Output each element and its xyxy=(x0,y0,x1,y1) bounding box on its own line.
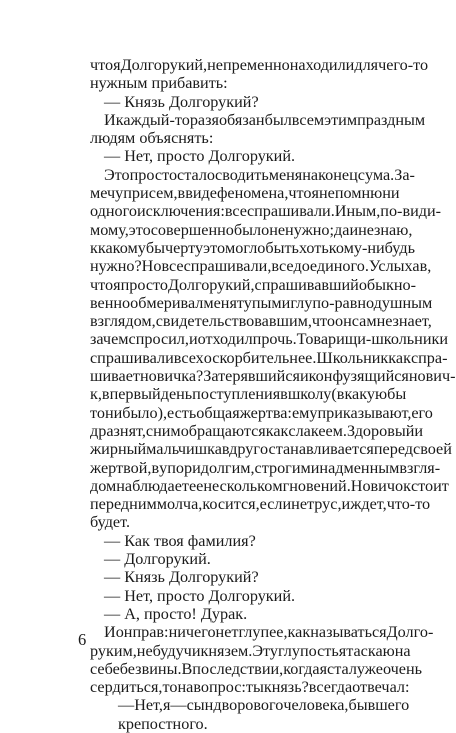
text-word: мгновений. xyxy=(272,476,351,495)
text-word: князь? xyxy=(263,678,309,697)
text-word: ты xyxy=(245,678,264,697)
text-line xyxy=(90,220,413,239)
text-line: — Князь Долгорукий? xyxy=(104,92,259,111)
text-word: и xyxy=(281,293,291,312)
text-word: наблюдает xyxy=(116,476,189,495)
text-word: был xyxy=(264,110,292,129)
text-word: одного xyxy=(90,202,137,221)
text-word: то xyxy=(90,403,105,422)
text-line: — Долгорукий. xyxy=(104,550,211,569)
text-word: новичка? xyxy=(140,367,204,386)
text-word: ему xyxy=(291,403,318,422)
text-word: нужно; xyxy=(285,220,335,239)
text-word: как xyxy=(265,421,289,440)
text-word: перед xyxy=(373,440,414,459)
text-word: стал xyxy=(327,659,357,678)
text-word: всех xyxy=(173,348,204,367)
text-line xyxy=(90,421,424,440)
text-word: стоит xyxy=(410,476,449,495)
text-word: сам xyxy=(351,312,377,331)
text-word: нович- xyxy=(408,367,456,386)
text-word: чего-то xyxy=(378,56,429,74)
text-word: дразнят, xyxy=(90,421,146,440)
text-word: ждет, xyxy=(350,495,387,514)
text-word: ним xyxy=(153,421,181,440)
text-line xyxy=(90,110,426,129)
text-word: трус, xyxy=(307,495,342,514)
text-word: я xyxy=(113,275,121,294)
text-line xyxy=(90,659,423,678)
text-word: что xyxy=(90,56,114,74)
text-word: прочь. xyxy=(252,330,297,349)
text-word: сердиться, xyxy=(90,678,163,697)
text-word: ни xyxy=(382,184,400,203)
text-word: я xyxy=(211,110,219,129)
text-word: по-види- xyxy=(380,202,442,221)
text-word: таскаю xyxy=(346,641,395,660)
text-word: Школьник xyxy=(316,348,389,367)
text-word: вины. xyxy=(141,659,182,678)
text-line: нужным прибавить: xyxy=(90,74,228,93)
text-word: обращаются xyxy=(180,421,266,440)
text-word: За- xyxy=(394,165,415,184)
text-line: будет. xyxy=(90,513,131,532)
text-word: исключения: xyxy=(136,202,225,221)
text-word: — xyxy=(118,696,135,715)
text-line xyxy=(90,184,398,202)
text-word: мечу xyxy=(90,184,124,203)
text-word: меня xyxy=(268,165,303,184)
text-line: — А, просто! Дурак. xyxy=(104,604,248,623)
text-word: взглядом, xyxy=(90,312,156,331)
text-line xyxy=(90,330,449,349)
text-word: перед xyxy=(90,495,130,514)
text-line xyxy=(90,348,448,367)
text-line xyxy=(90,696,410,715)
text-word: сводить xyxy=(215,165,269,184)
text-word: я xyxy=(162,696,171,715)
text-line xyxy=(90,623,434,642)
text-word: несколько xyxy=(203,476,273,495)
text-word: на xyxy=(394,641,411,660)
text-word: и xyxy=(192,458,201,477)
text-word: И xyxy=(104,623,116,642)
text-word: жертвой, xyxy=(90,458,152,477)
text-word: долгим, xyxy=(200,458,255,477)
text-word: шивает xyxy=(90,367,141,386)
text-word: его xyxy=(411,403,433,422)
text-word: помню xyxy=(334,184,383,203)
text-word: не xyxy=(136,641,153,660)
text-word: быть xyxy=(265,238,299,257)
text-word: день xyxy=(160,385,193,404)
text-line xyxy=(90,641,411,660)
text-word: Затерявшийся xyxy=(203,367,300,386)
text-word: приказывают, xyxy=(317,403,412,422)
text-word: обязан xyxy=(218,110,265,129)
text-word: находили xyxy=(289,56,355,74)
text-word: феномена, xyxy=(216,184,289,203)
text-word: Но xyxy=(141,257,162,276)
text-word: просто xyxy=(120,275,168,294)
text-word: князем. xyxy=(200,641,253,660)
text-word: мальчишка xyxy=(146,440,222,459)
text-word: я xyxy=(311,184,319,203)
text-word: он xyxy=(335,312,352,331)
text-word: Долго- xyxy=(386,623,434,642)
text-word: лакеем. xyxy=(295,421,347,440)
text-word: спрашивали. xyxy=(246,202,335,221)
text-word: и xyxy=(310,458,320,477)
text-word: упор xyxy=(159,458,193,477)
text-word: какому xyxy=(97,238,146,257)
text-word: единого. xyxy=(309,257,369,276)
text-word: это xyxy=(203,238,226,257)
text-word: что xyxy=(311,312,336,331)
text-word: все xyxy=(161,257,184,276)
text-word: останавливается xyxy=(260,440,374,459)
text-line xyxy=(90,495,431,514)
text-line: — Князь Долгорукий? xyxy=(104,568,259,587)
text-word: — xyxy=(170,696,187,715)
text-word: мому, xyxy=(90,220,129,239)
text-line xyxy=(90,678,410,697)
text-word: при xyxy=(123,184,149,203)
text-word: нужно? xyxy=(90,257,142,276)
text-word: и xyxy=(341,495,351,514)
text-word: хоть xyxy=(298,238,329,257)
text-word: спросил, xyxy=(128,330,189,349)
text-word: ни xyxy=(104,403,123,422)
text-word: свидетельствовавшим, xyxy=(155,312,312,331)
text-word: совершенно xyxy=(150,220,234,239)
text-word: к, xyxy=(90,385,102,404)
text-word: все xyxy=(271,257,294,276)
text-word: стало xyxy=(177,165,216,184)
text-word: глупость xyxy=(277,641,339,660)
text-word: жирный xyxy=(90,440,147,459)
text-word: глупо-равнодушным xyxy=(290,293,433,312)
text-word: знаю, xyxy=(373,220,413,239)
text-word: венно xyxy=(90,293,131,312)
text-word: сын xyxy=(186,696,214,715)
text-word: не xyxy=(358,220,374,239)
text-word: и xyxy=(299,367,309,386)
text-line xyxy=(90,312,432,331)
text-word: этим xyxy=(324,110,358,129)
text-word: Нет, xyxy=(134,696,163,715)
text-line xyxy=(90,238,415,257)
text-word: бы xyxy=(387,385,407,404)
text-word: к xyxy=(90,238,98,257)
text-word: очень xyxy=(382,659,423,678)
text-word: есть xyxy=(167,403,197,422)
text-word: поступления xyxy=(192,385,281,404)
text-line xyxy=(90,165,415,184)
text-word: и xyxy=(414,421,424,440)
text-word: не xyxy=(269,220,286,239)
text-word: своей xyxy=(413,440,452,459)
text-line xyxy=(90,293,433,312)
text-word: он xyxy=(115,623,133,642)
text-word: я xyxy=(113,56,121,74)
text-word: без xyxy=(119,659,142,678)
text-word: не xyxy=(291,495,308,514)
text-word: нет xyxy=(215,623,239,642)
text-word: праздным xyxy=(357,110,426,129)
text-line xyxy=(90,385,407,404)
text-word: это xyxy=(128,220,151,239)
text-line xyxy=(90,403,433,422)
text-word: зачем xyxy=(90,330,129,349)
text-word: Товарищи-школьники xyxy=(296,330,449,349)
text-word: дворового xyxy=(213,696,284,715)
text-word: Долгорукий, xyxy=(120,56,208,74)
text-word: взгля- xyxy=(399,458,441,477)
text-word: все xyxy=(224,202,247,221)
text-word: ничего xyxy=(168,623,216,642)
text-word: с xyxy=(357,165,365,184)
text-word: черту xyxy=(164,238,204,257)
text-word: непременно xyxy=(207,56,290,74)
text-word: для xyxy=(354,56,379,74)
text-word: прав: xyxy=(132,623,169,642)
text-word: конфузящийся xyxy=(308,367,409,386)
text-word: Услыхав, xyxy=(368,257,432,276)
text-word: спрашивали xyxy=(90,348,174,367)
text-line: — Нет, просто Долгорукий. xyxy=(104,586,296,605)
text-word: как xyxy=(388,348,411,367)
text-word: могло xyxy=(225,238,266,257)
text-word: бывшего xyxy=(348,696,410,715)
text-word: Долгорукий, xyxy=(167,275,255,294)
text-word: дом xyxy=(90,476,117,495)
text-word: раз xyxy=(189,110,212,129)
text-word: в xyxy=(151,458,160,477)
text-line xyxy=(90,476,449,495)
text-word: в xyxy=(280,385,288,404)
text-word: жертва: xyxy=(239,403,292,422)
text-word: ее xyxy=(188,476,204,495)
text-line xyxy=(90,440,452,459)
text-word: с xyxy=(145,421,154,440)
text-word: меня xyxy=(203,293,237,312)
text-word: спра- xyxy=(410,348,448,367)
text-line: — Нет, просто Долгорукий. xyxy=(104,147,296,166)
text-word: отвечал: xyxy=(352,678,410,697)
text-word: и xyxy=(188,330,198,349)
text-word: что-то xyxy=(386,495,431,514)
page-text xyxy=(90,56,456,733)
text-line xyxy=(90,367,456,386)
text-word: что xyxy=(90,275,114,294)
text-word: будучи xyxy=(152,641,201,660)
text-word: какую xyxy=(344,385,388,404)
text-word: всем xyxy=(291,110,325,129)
text-word: виде xyxy=(185,184,217,203)
text-word: вопрос: xyxy=(193,678,246,697)
text-word: себе xyxy=(90,659,120,678)
text-word: просто xyxy=(129,165,178,184)
text-word: строгим xyxy=(254,458,311,477)
text-word: ним xyxy=(129,495,157,514)
text-word: то xyxy=(162,678,178,697)
text-word: уже xyxy=(356,659,383,678)
text-word: школу xyxy=(287,385,332,404)
text-word: когда xyxy=(283,659,320,678)
text-word: спрашивали, xyxy=(183,257,272,276)
text-word: тупым xyxy=(236,293,282,312)
text-word: что xyxy=(288,184,312,203)
text-word: глупее, xyxy=(238,623,288,642)
text-word: спрашивавший xyxy=(254,275,359,294)
text-word: знает, xyxy=(392,312,432,331)
text-word: было xyxy=(233,220,270,239)
text-line xyxy=(90,458,441,477)
text-word: отходил xyxy=(197,330,253,349)
text-word: надменным xyxy=(319,458,400,477)
text-word: всегда xyxy=(308,678,353,697)
text-word: И xyxy=(104,110,116,129)
text-word: молча, xyxy=(156,495,203,514)
text-word: бы xyxy=(145,238,165,257)
text-word: Новичок xyxy=(350,476,411,495)
text-word: с xyxy=(288,421,296,440)
text-word: да xyxy=(334,220,350,239)
text-word: на xyxy=(177,678,194,697)
text-word: Иным, xyxy=(334,202,381,221)
text-word: до xyxy=(293,257,310,276)
text-word: как xyxy=(287,623,311,642)
text-line: — Как твоя фамилия? xyxy=(104,531,256,550)
text-word: я xyxy=(319,659,328,678)
text-word: не xyxy=(318,184,335,203)
text-word: ума. xyxy=(364,165,395,184)
text-word: не xyxy=(376,312,393,331)
text-word: (в xyxy=(331,385,345,404)
text-word: кому-нибудь xyxy=(328,238,415,257)
text-line: людям объяснять: xyxy=(90,129,214,148)
text-line xyxy=(90,257,432,276)
text-line xyxy=(90,56,429,74)
text-word: обмеривал xyxy=(130,293,204,312)
text-word: первый xyxy=(109,385,161,404)
text-word: обыкно- xyxy=(358,275,417,294)
text-word: в xyxy=(177,184,186,203)
text-word: Эту xyxy=(252,641,278,660)
text-word: человека, xyxy=(283,696,349,715)
text-word: и xyxy=(349,220,359,239)
text-word: Это xyxy=(104,165,130,184)
text-word: наконец xyxy=(302,165,358,184)
text-word: Здоровый xyxy=(346,421,415,440)
text-word: сем, xyxy=(148,184,178,203)
text-word: называться xyxy=(310,623,387,642)
text-word: было), xyxy=(122,403,168,422)
text-word: руким, xyxy=(90,641,137,660)
text-word: вдруг xyxy=(221,440,261,459)
text-word: если xyxy=(259,495,292,514)
text-word: оскорбительнее. xyxy=(203,348,317,367)
text-line xyxy=(90,202,442,221)
text-word: в xyxy=(101,385,110,404)
text-word: общая xyxy=(196,403,240,422)
text-word: каждый-то xyxy=(115,110,190,129)
text-word: Впоследствии, xyxy=(181,659,284,678)
text-word: косится, xyxy=(202,495,260,514)
text-word: я xyxy=(338,641,347,660)
page-number: 6 xyxy=(78,630,87,649)
text-line xyxy=(90,275,417,294)
text-line: крепостного. xyxy=(118,714,208,733)
